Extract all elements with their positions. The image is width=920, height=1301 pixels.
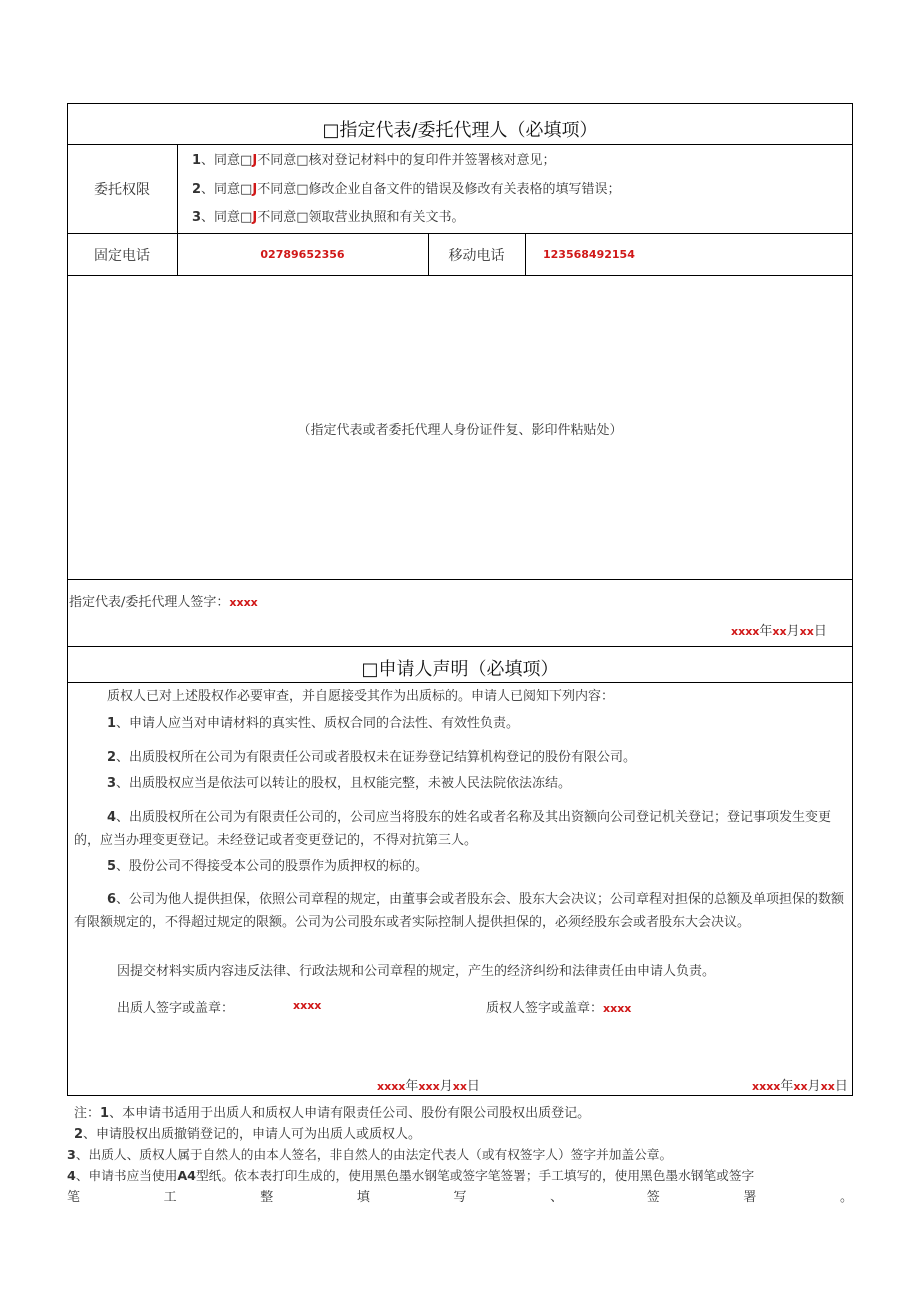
date-month: xxx [418, 1080, 440, 1093]
authority-text[interactable]: 不同意□核对登记材料中的复印件并签署核对意见； [257, 153, 556, 168]
date-unit: 日 [813, 624, 827, 639]
pledgee-sign-date[interactable] [752, 1075, 848, 1094]
declaration-item [107, 855, 847, 878]
date-year: xxxx [377, 1080, 406, 1093]
divider [525, 233, 526, 275]
item-number: 3 [107, 776, 117, 791]
note-line [74, 1123, 421, 1142]
divider [67, 579, 853, 580]
authority-item [192, 149, 555, 168]
declaration-item [74, 806, 847, 852]
declaration-item [107, 746, 847, 769]
item-text: 、出质股权应当是依法可以转让的股权，且权能完整，未被人民法院依法冻结。 [116, 776, 572, 791]
mobile-phone-field[interactable]: 123568492154 [543, 248, 635, 261]
authority-item [192, 178, 620, 197]
date-day: xx [452, 1080, 467, 1093]
item-number: 2 [107, 750, 117, 765]
declaration-intro: 质权人已对上述股权作必要审查，并自愿接受其作为出质标的。申请人已阅知下列内容： [107, 689, 615, 704]
declaration-item [107, 772, 847, 795]
agent-signature-field[interactable]: xxxx [229, 596, 258, 609]
agent-signature-row [69, 591, 258, 610]
note-line: 笔工整填写、签署。 [67, 1190, 853, 1205]
note-text: 型纸。依本表打印生成的，使用黑色墨水钢笔或签字笔签署；手工填写的，使用黑色墨水钢笔或签字 [195, 1168, 755, 1183]
item-text: 、公司为他人提供担保，依照公司章程的规定，由董事会或者股东会、股东大会决议；公司章程对担保的总额及单项担保的数额有限额规定的，不得超过规定的限额。公司为公司股东或者实际控制人提供担保的，必须经股东会或者股东大会决议。 [74, 892, 845, 930]
divider [67, 144, 853, 145]
note-number: 2 [74, 1127, 84, 1142]
note-number: 3 [67, 1147, 76, 1162]
date-month: xx [793, 1080, 808, 1093]
item-text: 、出质股权所在公司为有限责任公司的，公司应当将股东的姓名或者名称及其出资额向公司登记机关登记；登记事项发生变更的，应当办理变更登记。未经登记或者变更登记的，不得对抗第三人。 [74, 810, 832, 848]
section-title-agent: □指定代表/委托代理人（必填项） [322, 120, 598, 141]
agree-option[interactable]: 、同意□ [201, 153, 253, 168]
date-unit: 月 [786, 624, 800, 639]
declaration-closing: 因提交材料实质内容违反法律、行政法规和公司章程的规定，产生的经济纠纷和法律责任由申请人负责。 [117, 964, 716, 979]
note-text: 、申请书应当使用 [75, 1168, 178, 1183]
mobile-phone-label: 移动电话 [448, 248, 505, 264]
note-line [67, 1165, 754, 1184]
note-text: 、申请股权出质撤销登记的，申请人可为出质人或质权人。 [83, 1127, 422, 1142]
id-copy-paste-area: （指定代表或者委托代理人身份证件复、影印件粘贴处） [297, 423, 623, 438]
note-number: 4 [67, 1168, 76, 1183]
declaration-item [107, 712, 847, 735]
check-mark: J [252, 182, 258, 197]
declaration-item [74, 888, 847, 934]
item-number: 1 [192, 153, 202, 168]
item-text: 、申请人应当对申请材料的真实性、质权合同的合法性、有效性负责。 [116, 716, 520, 731]
date-day: xx [820, 1080, 835, 1093]
divider [67, 233, 853, 234]
fixed-phone-field[interactable]: 02789652356 [260, 248, 345, 261]
date-unit: 年 [405, 1079, 419, 1094]
pledgor-signature-label: 出质人签字或盖章： [117, 1001, 235, 1016]
item-number: 6 [107, 892, 117, 907]
date-unit: 年 [780, 1079, 794, 1094]
note-number: 1 [100, 1106, 110, 1121]
fixed-phone-label: 固定电话 [94, 248, 150, 264]
section-title-declaration: □申请人声明（必填项） [361, 659, 559, 680]
pledgor-signature-field[interactable]: xxxx [293, 999, 322, 1012]
agree-option[interactable]: 、同意□ [201, 182, 253, 197]
divider [67, 275, 853, 276]
divider [67, 646, 853, 647]
authority-text[interactable]: 不同意□修改企业自备文件的错误及修改有关表格的填写错误； [257, 182, 621, 197]
pledgee-signature-row [486, 997, 631, 1016]
item-number: 1 [107, 716, 117, 731]
note-line [74, 1102, 590, 1121]
check-mark: J [252, 153, 258, 168]
item-number: 5 [107, 859, 117, 874]
agent-sign-date[interactable] [731, 620, 827, 639]
date-year: xxxx [731, 625, 760, 638]
pledgee-signature-label: 质权人签字或盖章： [486, 1001, 604, 1016]
pledgor-sign-date[interactable] [377, 1075, 480, 1094]
date-unit: 年 [759, 624, 773, 639]
agree-option[interactable]: 、同意□ [201, 210, 253, 225]
divider [67, 682, 853, 683]
date-unit: 月 [439, 1079, 453, 1094]
item-number: 4 [107, 810, 117, 825]
note-text: 、本申请书适用于出质人和质权人申请有限责任公司、股份有限公司股权出质登记。 [109, 1106, 591, 1121]
date-month: xx [772, 625, 787, 638]
date-year: xxxx [752, 1080, 781, 1093]
note-text: 、出质人、质权人属于自然人的由本人签名，非自然人的由法定代表人（或有权签字人）签字并加盖公章。 [75, 1147, 673, 1162]
item-number: 2 [192, 182, 202, 197]
authority-label: 委托权限 [94, 182, 150, 198]
item-text: 、股份公司不得接受本公司的股票作为质押权的标的。 [116, 859, 429, 874]
note-line [67, 1144, 672, 1163]
authority-text[interactable]: 不同意□领取营业执照和有关文书。 [257, 210, 465, 225]
authority-item [192, 206, 464, 225]
pledgee-signature-field[interactable]: xxxx [603, 1002, 632, 1015]
note-prefix: 注： [74, 1106, 101, 1121]
item-text: 、出质股权所在公司为有限责任公司或者股权未在证券登记结算机构登记的股份有限公司。 [116, 750, 637, 765]
date-unit: 日 [834, 1079, 848, 1094]
agent-signature-label: 指定代表/委托代理人签字： [69, 595, 230, 610]
date-day: xx [799, 625, 814, 638]
paper-size: A4 [177, 1168, 196, 1183]
check-mark: J [252, 210, 258, 225]
date-unit: 日 [466, 1079, 480, 1094]
item-number: 3 [192, 210, 202, 225]
date-unit: 月 [807, 1079, 821, 1094]
